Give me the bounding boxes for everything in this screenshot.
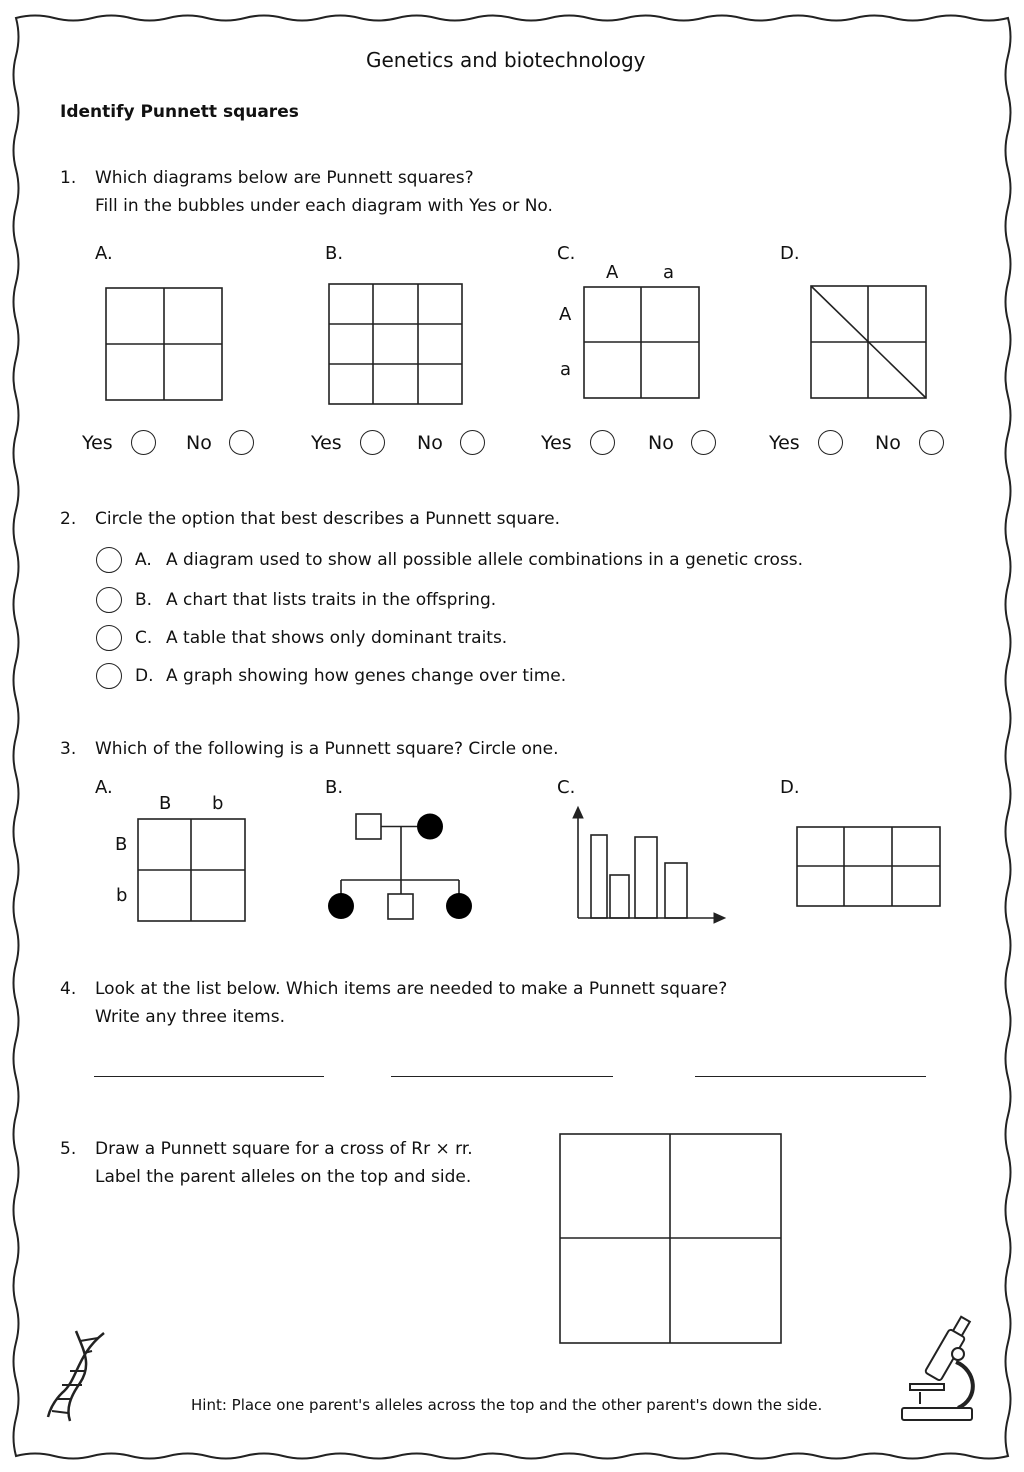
q1-d-yes-label: Yes [769, 432, 800, 454]
q3-option-a-label: A. [95, 777, 113, 798]
q5-line2: Label the parent alleles on the top and side. [95, 1167, 472, 1187]
q1-number: 1. [60, 168, 77, 188]
q1-a-yes-bubble[interactable] [131, 430, 156, 455]
q2-option-d-text: A graph showing how genes change over time. [166, 666, 567, 686]
q4-answer-line-1[interactable] [94, 1076, 324, 1077]
q1-diagram-c-grid [583, 286, 701, 400]
q2-option-a-text: A diagram used to show all possible allele combinations in a genetic cross. [166, 550, 804, 570]
q1-diagram-c-label: C. [557, 243, 576, 264]
page-title: Genetics and biotechnology [366, 48, 646, 72]
q1-a-no-label: No [186, 432, 212, 454]
q1-diagram-a-label: A. [95, 243, 113, 264]
dna-icon [40, 1325, 120, 1425]
q2-option-b-bubble[interactable] [96, 587, 122, 613]
q2-option-c-letter: C. [135, 628, 153, 648]
q1-c-no-label: No [648, 432, 674, 454]
q1-diagram-d-grid [810, 285, 928, 400]
q4-answer-line-2[interactable] [391, 1076, 613, 1077]
q1-d-no-label: No [875, 432, 901, 454]
q3-question: Which of the following is a Punnett square? Circle one. [95, 739, 559, 759]
q4-line1: Look at the list below. Which items are needed to make a Punnett square? [95, 979, 728, 999]
microscope-icon [896, 1312, 986, 1427]
q3-number: 3. [60, 739, 77, 759]
q3-option-b-label: B. [325, 777, 344, 798]
q1-c-side-allele-1: A [559, 304, 572, 325]
q3-a-top-allele-1: B [159, 793, 172, 814]
q2-option-b-text: A chart that lists traits in the offspring. [166, 590, 497, 610]
q5-drawing-grid[interactable] [559, 1133, 783, 1345]
q1-diagram-b-grid [328, 283, 464, 405]
q2-option-a-bubble[interactable] [96, 547, 122, 573]
q3-a-side-allele-2: b [116, 885, 128, 906]
q1-a-no-bubble[interactable] [229, 430, 254, 455]
q3-option-d-table[interactable] [796, 826, 942, 908]
q2-option-a-letter: A. [135, 550, 152, 570]
q2-number: 2. [60, 509, 77, 529]
q2-option-c-bubble[interactable] [96, 625, 122, 651]
q1-b-yes-label: Yes [311, 432, 342, 454]
q1-b-yes-bubble[interactable] [360, 430, 385, 455]
q1-b-no-bubble[interactable] [460, 430, 485, 455]
q1-c-top-allele-2: a [663, 262, 675, 283]
q1-b-no-label: No [417, 432, 443, 454]
q1-c-side-allele-2: a [560, 359, 572, 380]
q1-c-yes-bubble[interactable] [590, 430, 615, 455]
q3-option-d-label: D. [780, 777, 800, 798]
q2-option-b-letter: B. [135, 590, 153, 610]
q3-a-side-allele-1: B [115, 834, 128, 855]
q1-d-no-bubble[interactable] [919, 430, 944, 455]
q1-a-yes-label: Yes [82, 432, 113, 454]
q1-d-yes-bubble[interactable] [818, 430, 843, 455]
q1-line1: Which diagrams below are Punnett squares? [95, 168, 474, 188]
q3-option-b-pedigree[interactable] [324, 810, 474, 920]
q3-option-c-bar-graph[interactable] [568, 805, 728, 925]
q2-option-c-text: A table that shows only dominant traits. [166, 628, 508, 648]
q4-number: 4. [60, 979, 77, 999]
q4-line2: Write any three items. [95, 1007, 285, 1027]
q1-diagram-b-label: B. [325, 243, 344, 264]
q4-answer-line-3[interactable] [695, 1076, 926, 1077]
q1-diagram-d-label: D. [780, 243, 800, 264]
q5-line1: Draw a Punnett square for a cross of Rr × rr. [95, 1139, 473, 1159]
q1-c-top-allele-1: A [606, 262, 619, 283]
q1-diagram-a-grid [105, 287, 225, 402]
q2-option-d-letter: D. [135, 666, 154, 686]
q5-number: 5. [60, 1139, 77, 1159]
q1-c-no-bubble[interactable] [691, 430, 716, 455]
q2-option-d-bubble[interactable] [96, 663, 122, 689]
q2-question: Circle the option that best describes a Punnett square. [95, 509, 560, 529]
q1-c-yes-label: Yes [541, 432, 572, 454]
q3-a-top-allele-2: b [212, 793, 224, 814]
footer-hint: Hint: Place one parent's alleles across the top and the other parent's down the side. [191, 1396, 823, 1414]
section-heading: Identify Punnett squares [60, 102, 299, 122]
q1-line2: Fill in the bubbles under each diagram with Yes or No. [95, 196, 553, 216]
q3-option-a-grid[interactable] [137, 818, 247, 923]
q3-option-c-label: C. [557, 777, 576, 798]
